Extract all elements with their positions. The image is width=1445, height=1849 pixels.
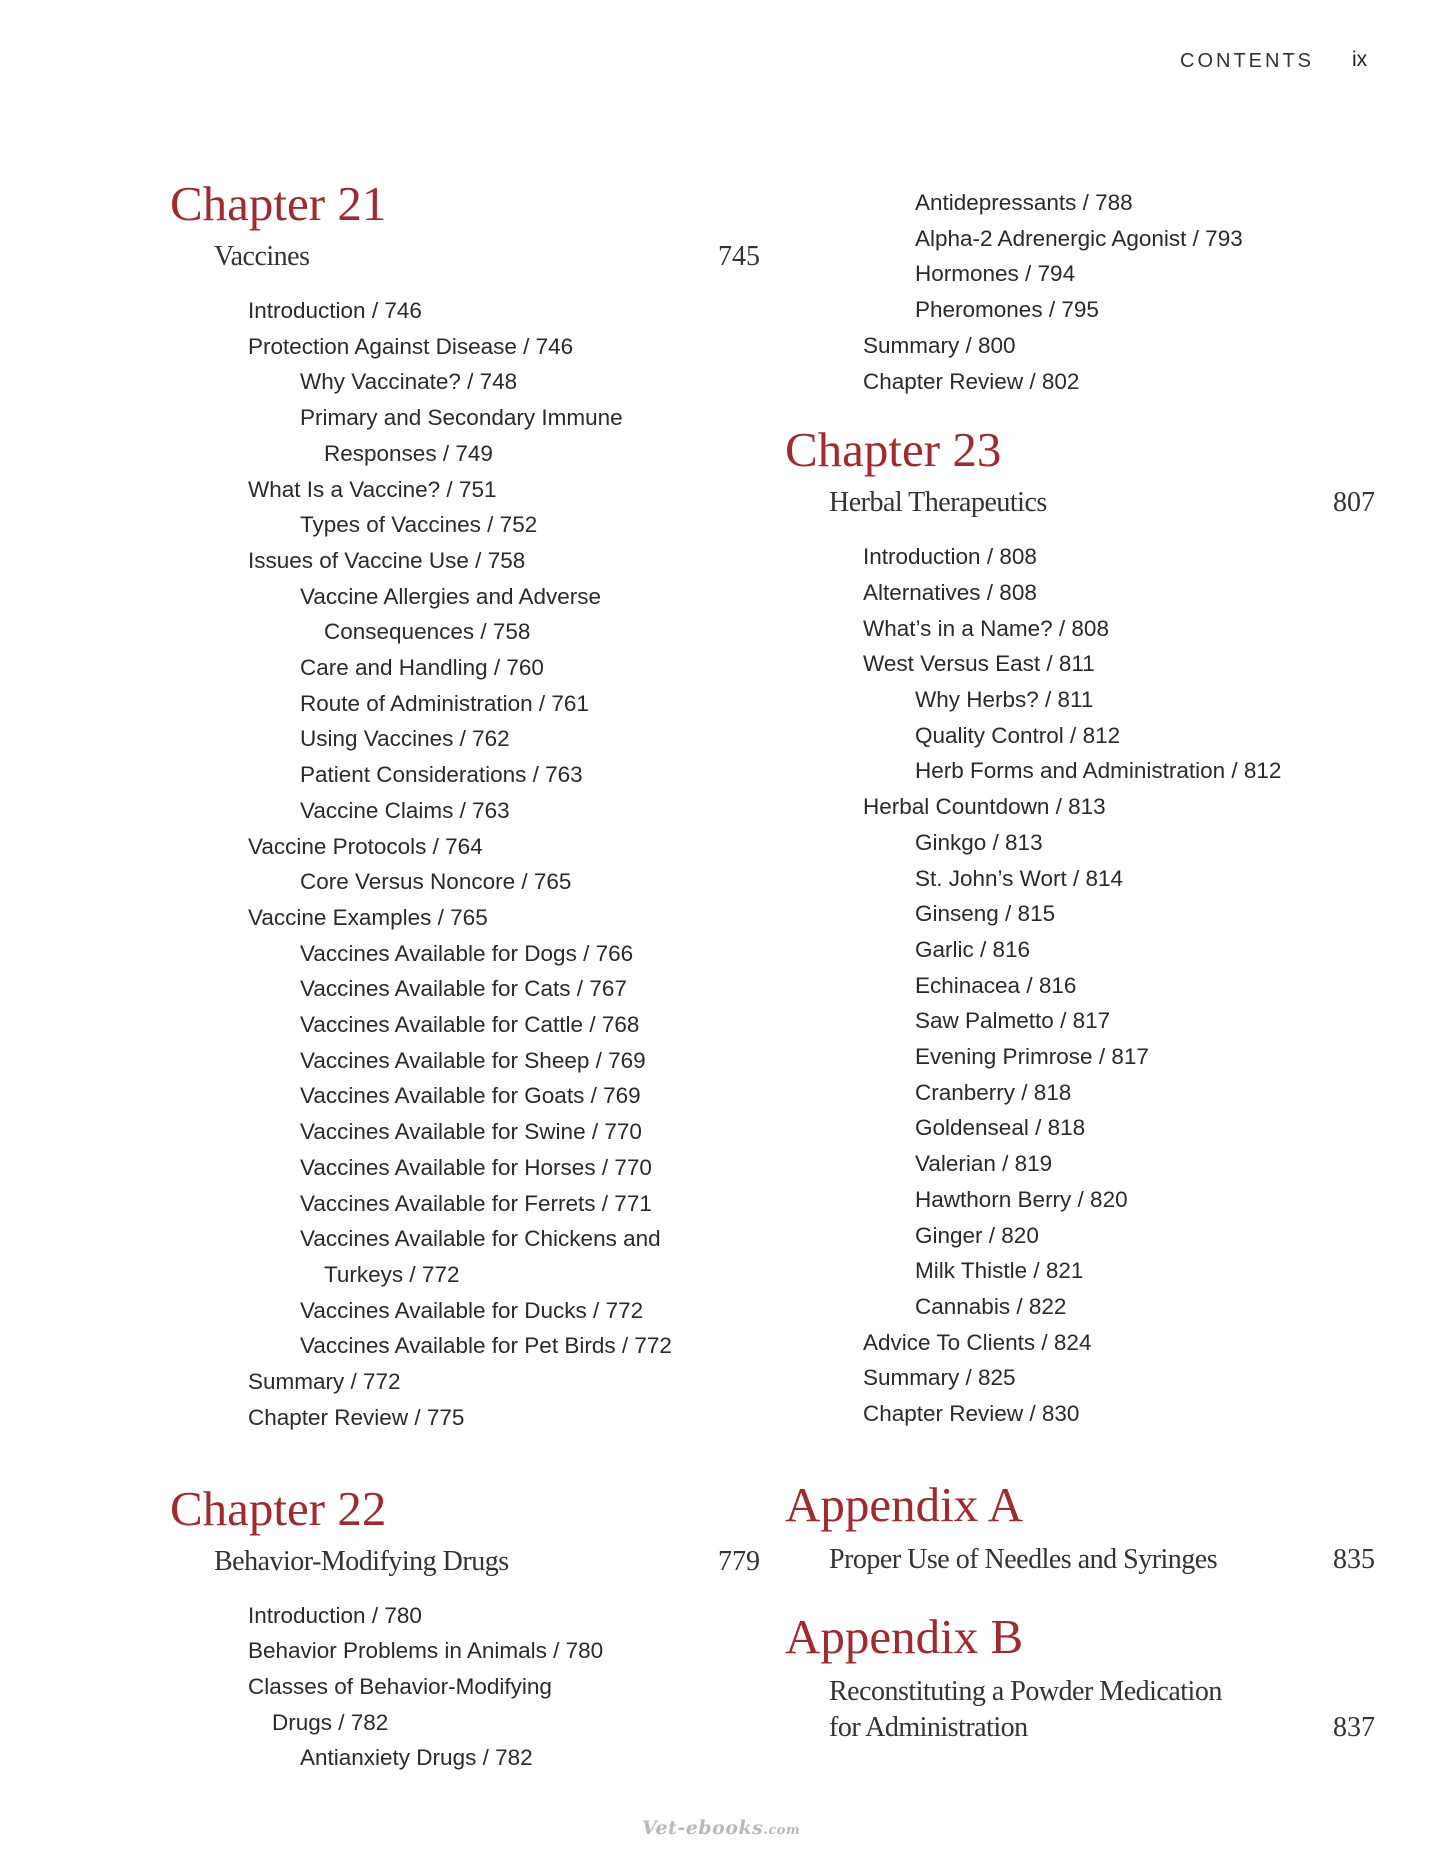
appendix-page: 837 bbox=[1333, 1711, 1375, 1743]
toc-entry[interactable]: Consequences / 758 bbox=[324, 619, 531, 645]
toc-entry[interactable]: Vaccines Available for Swine / 770 bbox=[300, 1119, 642, 1145]
toc-entry[interactable]: Vaccines Available for Pet Birds / 772 bbox=[300, 1333, 672, 1359]
toc-entry[interactable]: What Is a Vaccine? / 751 bbox=[248, 476, 497, 502]
toc-entry[interactable]: Vaccines Available for Goats / 769 bbox=[300, 1083, 641, 1109]
toc-entry[interactable]: Vaccines Available for Sheep / 769 bbox=[300, 1047, 646, 1073]
toc-entry[interactable]: Evening Primrose / 817 bbox=[915, 1044, 1149, 1070]
toc-entry[interactable]: Herbal Countdown / 813 bbox=[863, 794, 1106, 820]
appendix-b-title-row[interactable] bbox=[829, 1674, 1375, 1746]
toc-entry[interactable]: Valerian / 819 bbox=[915, 1151, 1053, 1177]
toc-entry[interactable]: Vaccines Available for Ferrets / 771 bbox=[300, 1190, 652, 1216]
toc-entry[interactable]: Summary / 772 bbox=[248, 1369, 401, 1395]
toc-entry[interactable]: Saw Palmetto / 817 bbox=[915, 1008, 1111, 1034]
chapter-22-heading: Chapter 22 bbox=[170, 1480, 387, 1536]
chapter-23-title-row[interactable] bbox=[829, 487, 1375, 525]
left-column bbox=[170, 175, 760, 1776]
toc-entry[interactable]: Classes of Behavior-Modifying bbox=[248, 1673, 552, 1699]
watermark-suffix: .com bbox=[763, 1823, 801, 1838]
toc-entry[interactable]: Echinacea / 816 bbox=[915, 972, 1077, 998]
toc-entry[interactable]: Chapter Review / 802 bbox=[863, 368, 1080, 394]
toc-entry[interactable]: Vaccine Allergies and Adverse bbox=[300, 583, 602, 609]
toc-entry[interactable]: Garlic / 816 bbox=[915, 936, 1031, 962]
toc-entry[interactable]: Chapter Review / 830 bbox=[863, 1401, 1080, 1427]
toc-entry[interactable]: Introduction / 780 bbox=[248, 1602, 422, 1628]
toc-entry[interactable]: Introduction / 808 bbox=[863, 544, 1037, 570]
chapter-title: Behavior-Modifying Drugs bbox=[214, 1545, 509, 1577]
toc-entry[interactable]: Vaccine Examples / 765 bbox=[248, 904, 488, 930]
toc-entry[interactable]: Protection Against Disease / 746 bbox=[248, 333, 574, 359]
chapter-23-heading: Chapter 23 bbox=[785, 422, 1002, 478]
chapter-page: 807 bbox=[1333, 487, 1375, 519]
toc-entry[interactable]: Vaccines Available for Chickens and bbox=[300, 1226, 661, 1252]
toc-entry[interactable]: Core Versus Noncore / 765 bbox=[300, 869, 572, 895]
chapter-page: 779 bbox=[718, 1545, 760, 1577]
appendix-a-title-row[interactable] bbox=[829, 1542, 1375, 1578]
toc-entry[interactable]: Route of Administration / 761 bbox=[300, 690, 589, 716]
toc-entry[interactable]: What’s in a Name? / 808 bbox=[863, 615, 1109, 641]
chapter-21-heading: Chapter 21 bbox=[170, 176, 387, 231]
appendix-b-heading: Appendix B bbox=[785, 1608, 1024, 1664]
toc-entry[interactable]: Milk Thistle / 821 bbox=[915, 1258, 1084, 1284]
toc-entry[interactable]: Ginger / 820 bbox=[915, 1222, 1039, 1248]
toc-entry[interactable]: Summary / 800 bbox=[863, 332, 1016, 358]
toc-entry[interactable]: Vaccine Protocols / 764 bbox=[248, 833, 483, 859]
toc-entry[interactable]: Turkeys / 772 bbox=[324, 1261, 460, 1287]
toc-entry[interactable]: Cannabis / 822 bbox=[915, 1293, 1067, 1319]
appendix-title-line2: for Administration bbox=[829, 1711, 1028, 1743]
toc-entry[interactable]: Chapter Review / 775 bbox=[248, 1404, 465, 1430]
toc-entry[interactable]: Drugs / 782 bbox=[272, 1709, 389, 1735]
toc-entry[interactable]: Advice To Clients / 824 bbox=[863, 1329, 1092, 1355]
toc-entry[interactable]: Herb Forms and Administration / 812 bbox=[915, 758, 1282, 784]
toc-entry[interactable]: Vaccines Available for Dogs / 766 bbox=[300, 940, 634, 966]
toc-entry[interactable]: Vaccines Available for Cats / 767 bbox=[300, 976, 627, 1002]
toc-entry[interactable]: Behavior Problems in Animals / 780 bbox=[248, 1638, 604, 1664]
toc-entry[interactable]: Alternatives / 808 bbox=[863, 579, 1037, 605]
toc-entry[interactable]: Hormones / 794 bbox=[915, 261, 1076, 287]
toc-entry[interactable]: Cranberry / 818 bbox=[915, 1079, 1072, 1105]
chapter-21-title-row[interactable] bbox=[214, 241, 760, 279]
chapter-22-continued-entries bbox=[785, 185, 1375, 399]
chapter-page: 745 bbox=[718, 241, 760, 272]
toc-entry[interactable]: Primary and Secondary Immune bbox=[300, 405, 623, 431]
appendix-page: 835 bbox=[1333, 1543, 1375, 1575]
toc-entry[interactable]: Why Herbs? / 811 bbox=[915, 687, 1094, 713]
watermark-main: Vet-ebooks bbox=[642, 1817, 764, 1839]
toc-entry[interactable]: Pheromones / 795 bbox=[915, 297, 1099, 323]
toc-entry[interactable]: Ginseng / 815 bbox=[915, 901, 1056, 927]
toc-entry[interactable]: Goldenseal / 818 bbox=[915, 1115, 1086, 1141]
chapter-title: Vaccines bbox=[214, 241, 310, 272]
toc-entry[interactable]: Care and Handling / 760 bbox=[300, 655, 544, 681]
toc-entry[interactable]: Responses / 749 bbox=[324, 440, 493, 466]
toc-entry[interactable]: Introduction / 746 bbox=[248, 298, 422, 323]
toc-entry[interactable]: Antidepressants / 788 bbox=[915, 190, 1133, 215]
toc-entry[interactable]: St. John’s Wort / 814 bbox=[915, 865, 1124, 891]
toc-entry[interactable]: Antianxiety Drugs / 782 bbox=[300, 1745, 533, 1771]
appendix-title: Proper Use of Needles and Syringes bbox=[829, 1543, 1218, 1575]
appendix-title-line1: Reconstituting a Powder Medication bbox=[829, 1675, 1222, 1707]
toc-entry[interactable]: Alpha-2 Adrenergic Agonist / 793 bbox=[915, 225, 1243, 251]
toc-entry[interactable]: Why Vaccinate? / 748 bbox=[300, 369, 518, 395]
toc-entry[interactable]: Summary / 825 bbox=[863, 1365, 1016, 1391]
chapter-22-title-row[interactable] bbox=[214, 1546, 760, 1584]
toc-entry[interactable]: Quality Control / 812 bbox=[915, 722, 1121, 748]
chapter-title: Herbal Therapeutics bbox=[829, 487, 1047, 519]
chapter-23-entries bbox=[785, 539, 1375, 1432]
toc-entry[interactable]: Hawthorn Berry / 820 bbox=[915, 1186, 1128, 1212]
right-column bbox=[785, 185, 1375, 1746]
appendix-a-heading: Appendix A bbox=[785, 1476, 1024, 1532]
toc-entry[interactable]: Patient Considerations / 763 bbox=[300, 762, 583, 788]
toc-entry[interactable]: Vaccines Available for Ducks / 772 bbox=[300, 1297, 644, 1323]
toc-entry[interactable]: Vaccines Available for Cattle / 768 bbox=[300, 1012, 640, 1038]
toc-entry[interactable]: Types of Vaccines / 752 bbox=[300, 512, 538, 538]
toc-entry[interactable]: Ginkgo / 813 bbox=[915, 829, 1043, 855]
watermark bbox=[642, 1817, 800, 1839]
chapter-21-entries bbox=[170, 293, 760, 1436]
toc-entry[interactable]: Using Vaccines / 762 bbox=[300, 726, 510, 752]
toc-entry[interactable]: Issues of Vaccine Use / 758 bbox=[248, 547, 526, 573]
running-head: CONTENTS bbox=[1180, 50, 1314, 72]
chapter-22-entries bbox=[170, 1598, 760, 1777]
toc-entry[interactable]: West Versus East / 811 bbox=[863, 651, 1095, 677]
toc-entry[interactable]: Vaccines Available for Horses / 770 bbox=[300, 1154, 652, 1180]
toc-entry[interactable]: Vaccine Claims / 763 bbox=[300, 797, 510, 823]
page-number: ix bbox=[1352, 48, 1368, 71]
